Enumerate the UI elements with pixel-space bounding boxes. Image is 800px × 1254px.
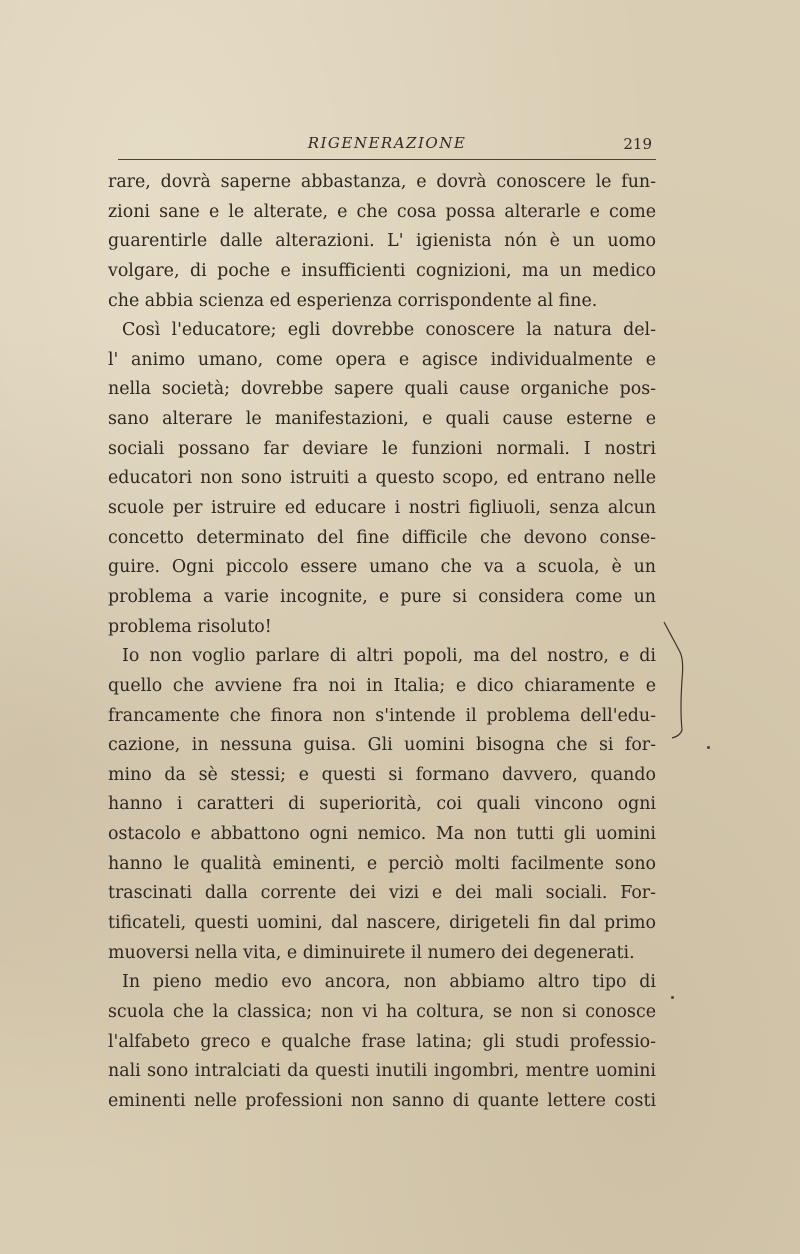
text-line: scuola che la classica; non vi ha coltura, se non si conosce [108,1001,656,1022]
text-line: l'alfabeto greco e qualche frase latina; gli studi professio- [108,1031,656,1052]
text-line: zioni sane e le alterate, e che cosa possa alterarle e come [108,201,656,222]
text-line: guire. Ogni piccolo essere umano che va a scuola, è un [108,557,656,578]
header-rule [118,159,656,160]
text-line: problema risoluto! [108,616,272,637]
body-text [108,168,656,1117]
text-line: cazione, in nessuna guisa. Gli uomini bisogna che si for- [108,735,656,756]
ink-speck [707,746,710,749]
running-title: RIGENERAZIONE [307,134,467,152]
text-line: muoversi nella vita, e diminuirete il numero dei degenerati. [108,942,635,963]
text-line: francamente che finora non s'intende il problema dell'edu- [108,705,656,726]
text-line: educatori non sono istruiti a questo scopo, ed entrano nelle [108,468,656,489]
ink-speck [671,996,674,999]
margin-bracket-mark [662,620,686,740]
text-line: sano alterare le manifestazioni, e quali cause esterne e [108,409,656,430]
text-line: hanno i caratteri di superiorità, coi quali vincono ogni [108,794,656,815]
text-line: mino da sè stessi; e questi si formano davvero, quando [108,764,656,785]
text-line: eminenti nelle professioni non sanno di quante lettere costi [108,1090,656,1111]
text-line: sociali possano far deviare le funzioni normali. I nostri [108,438,656,459]
text-line: hanno le qualità eminenti, e perciò molti facilmente sono [108,853,656,874]
text-line: l' animo umano, come opera e agisce individualmente e [108,349,656,370]
text-line: Così l'educatore; egli dovrebbe conoscere la natura del- [122,320,656,341]
text-line: tificateli, questi uomini, dal nascere, dirigeteli fin dal primo [108,913,656,934]
text-line: problema a varie incognite, e pure si considera come un [108,586,656,607]
text-line: concetto determinato del fine difficile che devono conse- [108,527,656,548]
text-line: guarentirle dalle alterazioni. L' igienista nón è un uomo [108,231,656,252]
text-line: nali sono intralciati da questi inutili ingombri, mentre uomini [108,1061,656,1082]
text-line: nella società; dovrebbe sapere quali cause organiche pos- [108,379,656,400]
text-line: ostacolo e abbattono ogni nemico. Ma non tutti gli uomini [108,824,656,845]
running-head [118,134,656,158]
text-line: quello che avviene fra noi in Italia; e dico chiaramente e [108,675,656,696]
text-line: rare, dovrà saperne abbastanza, e dovrà conoscere le fun- [108,172,656,192]
text-line: trascinati dalla corrente dei vizi e dei mali sociali. For- [108,883,656,904]
text-line: che abbia scienza ed esperienza corrispondente al fine. [108,290,598,311]
page-number: 219 [623,135,652,153]
text-line: volgare, di poche e insufficienti cognizioni, ma un medico [108,260,656,281]
text-line: Io non voglio parlare di altri popoli, ma del nostro, e di [122,646,656,667]
text-line: scuole per istruire ed educare i nostri figliuoli, senza alcun [108,498,656,519]
text-line: In pieno medio evo ancora, non abbiamo altro tipo di [122,972,656,993]
